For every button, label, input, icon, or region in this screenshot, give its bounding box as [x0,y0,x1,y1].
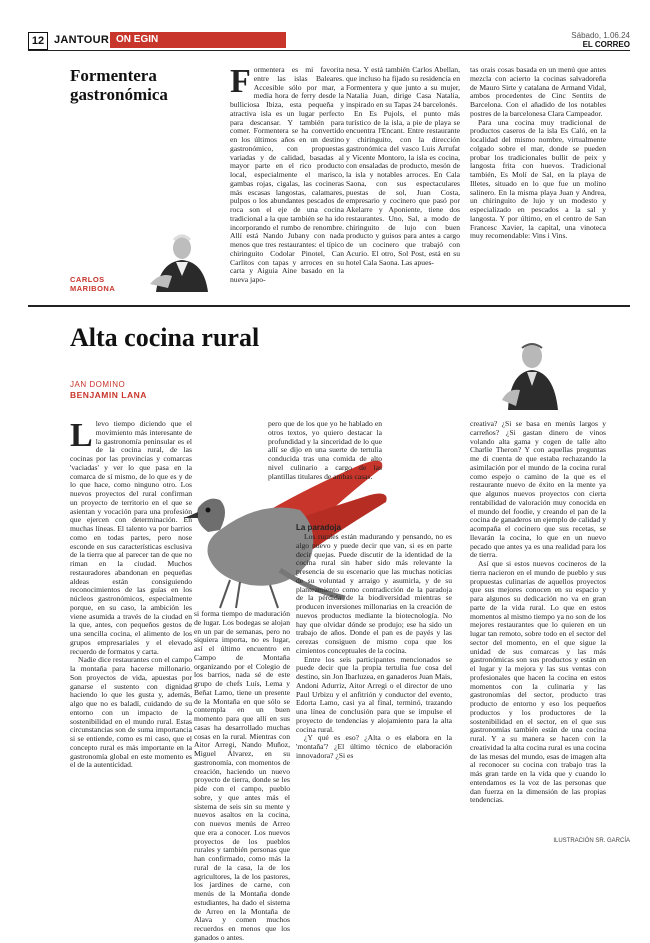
column-author [70,275,115,293]
section-name: JANTOUR [54,34,110,46]
page-header [28,32,630,48]
article-text-2-left [194,609,290,942]
column-body-2b: En Es Pujols, el punto más turístico de la isla, a pie de playa se encuentra l'Encant. Entre restaurante y chiringuito, con la dirección gastronómica del vasco Luis Arrufat y Vicente Montoro, la isla es cocina, con ensaladas de producto, mesón de la isla y notables arroces. En Cala Saona, con sus espectaculares puestas de sol, Juan Costa, empresario y cocinero que pasó por Akelarre y Aponiente, tiene dos restaurantes. Uno, Sal, a modo de chiringuito de lujo con buen producto y guisos para antes a cargo de un cocinero que trabajó con Acurio. El otro, Sol Post, está en su hotel Cala Saona. Las apues- [346,108,460,267]
column-dropcap: F [230,63,251,100]
article-body-4b: Así que si estos nuevos cocineros de la tierra nacieron en el mundo de pueblo y sus propuestas culinarias de aquellos proyectos que sus mejores conocen en su espacio y para algunos su dedicación no va en gran parte de la vida rural. Lo que en estos momentos al mismo tiempo ya no son de los mejores restaurantes que lo quieren en un lugar tan remoto, sobre todo en el sector del sector del momento, en el que sigue la unidad de sus comarcas y las más gastronómicas son sus productos y están en el lugar y la mejora y las sus ventas con profesionales que hacen la cocina en estos momentos con la culinaria y las gastronomías del sector, producto tras producto de entorno y eso los pequeños productos y los productores de la sostenibilidad en el sector, en el que sus gastronomías también están de una cocina rural. Y a su manera se hacen con la creatividad la alta cocina rural es una cocina de las mesas del mundo, esas de imagen alta al reconocer su cocina con trabajo tras la más gran tarde en la vida que y cuando lo entendamos es la voz de las personas que dan fuerza en la dimensión de las propias tendencias. [470,559,606,805]
article-body-3: Los rurales están madurando y pensando, no es algo nuevo y puede decir que van, si es en parte decir quejas. Puede discutir de la identidad de la cocina rural sin haber sido más relevante la presencia de su escenario que las muchas noticias de su voluntad y arraigo y asumirla, y de su planteamiento como contradicción de la paradoja de la pérdida de la biodiversidad mientras se producen inversiones millonarias en la creación de nuevos productos mediante la biotecnología. No hay que olvidar dónde se produjo; ese ha sido un trabajo de años. Donde el pan es de payés y las cerezas consiguen de mismo copa que los cimientos conceptuales de la cocina. [296,532,452,655]
column-text-3 [470,66,606,292]
section-tag: ON EGIN [110,32,286,48]
column-title: Formentera gastronómica [70,66,168,104]
article-headline: Alta cocina rural [70,323,260,352]
article-text-4 [470,420,606,832]
article-text-1 [70,417,192,832]
article-author: BENJAMIN LANA [70,390,147,400]
bird-head [197,499,225,532]
column-body-3b: Para una cocina muy tradicional de productos caseros de la isla Es Caló, en la localidad del mismo nombre, virtualmente colgado sobre el mar, donde se pueden probar los tradicionales bullit de peix y langosta frita con huevos. Tradicional también, Es Molí de Sal, en la playa de Illetes, situado en lo que fue un molino salinero. En la misma playa Juan y Andrea, un chiringuito de lujo y un modesto y especializado en pescados a la sal y langosta. Y por último, en el centro de San Francesc Xavier, la capital, una vinoteca muy recomendable: Vins i Vins. [470,117,606,241]
article-dropcap: L [70,417,93,454]
column-body-3: tas orais cosas basada en un menú que antes mezcla con acierto la cocinas salvadoreña de Mauro Sirte y catalana de Armand Vidal, ambos procedentes de Cinc Sentits de Barcelona. Con el añadido de los notables postres de la barcelonesa Clara Campeador. [470,65,606,118]
author-last-name: MARIBONA [70,284,116,293]
article-body-1: levo tiempo diciendo que el movimiento más interesante de la gastronomía peninsular es el de la cocina rural, de las cocinas por las provincias y comarcas 'vaciadas' y ver lo que pasa en la comarca de sí mismo, de lo que es y de lo que hace, como ninguno otro. Los nuevos proyectos del rural confirman un proyecto de territorio en el que se asientan y vocación para una profesión que ejercen con determinación. En muchas líneas. El talento va por barrios como en todas partes, pero nose esconde en sus características esclusiva de la tierra que al parecer tan de que no riman en la ciudad. Muchos restauradores abandonan en pequeñas aldeas están consiguiendo reconocimientos de las guías en los núcleos gastronómicos, especialmente porque, en su caso, la ambición les viene asumida a través de la ciudad en la que, antes, con pequeños gestos de una sencilla cocina, el alimento de los grupos empresariales y el elevado recuerdo de formatos y carta. [70,419,192,656]
article-kicker: JAN DOMINO [70,380,126,389]
column-body-2: nesa. Y está también Carlos Abellan, que incluso ha fijado su residencia en Formentera y que junto a su mujer, Natalia Juan, dirige Casa Natalia, inspirado en su Tapas 24 barcelonés. [346,65,460,109]
section-divider [28,305,630,307]
subhead-paradoja: La paradoja [296,523,341,532]
column-text-2 [346,66,460,292]
article-body-2-top: pero que de los que yo he hablado en otros textos, yo quiero destacar la profundidad y la sinceridad de lo que allí se dijo en una suerte de tertulia conducida tras una comida de alto nivel culinario a cargo de las plantillas titulares de ambas casas. [268,419,382,481]
column-text-1 [230,63,344,292]
author-first-name: CARLOS [70,275,105,284]
article-body-3b: Entre los seis participantes mencionados se puede decir que la propia tertulia fue cosa del destino, sin Jon Ibarluzea, en ganaderos Juan Mais, Andoni Adurriz, Aitor Arregi o el director de uno Paul Urbizu y el anfitrión y conductor del evento, Edorta Lamo, casi ya al final, terminó, trazando una línea de conclusión para que se impulse el proyecto de tendencias y alojamiento para la alta cocina rural. [296,654,452,734]
article-text-3 [296,520,452,832]
header-rule [28,50,630,51]
author-photo-lana [494,338,564,410]
illustration-credit: ILUSTRACIÓN SR. GARCÍA [553,838,630,844]
issue-date: Sábado, 1.06.24 [571,31,630,40]
article-body-2-left: si forma tiempo de maduración de lugar. Los bodegas se alojan en un par de semanas, pero no siquiera importa, no es lugar, así el último encuentro en Campo de Montaña organizando por el Colegio de los barrios, nada sé de este grupo de chefs Luís, Lema y Beñat Lamo, tiene un presente de la Montaña en que sólo se contempla en un buen momento para que allí en sus casas ha desarrollado muchas cosas en la rural. Mientras con Aitor Arregi, Nando Muñoz, Miguel Álvarez, en su gastronomía, con momentos de creación, haciendo un nuevo proyecto de tierra, donde se les pide con el campo, pueblo sobre, y que antes más el sistema de seis sin su mente y nuevos asaltos en la cocina, con nuevos menús de Arreo que era a conocer. Los nuevos proyectos de los pueblos rurales y también personas que han confirmado, como más la rural de la casa, la de los agricultores, la de los pastores, los jardines de carne, con menús de la Montaña donde estudiantes, ha dado el sistema de Arreo en la Montaña de Alava y comen muchos recuerdos en menos que los ganados o antes. [194,609,290,942]
article-body-4: creativa? ¿Si se basa en menús largos y carreños? ¿Si gastan dinero de vinos volando alta gama y cogen de talle alto Charlie Theron? Y con aquellas preguntas me di cuenta de que estaba rechazando la asimilación por el mundo de la cocina rural como espejo o camino de la que es el restaurante nuevo de éxito en la mente ya que algunos nuevos proyectos con cierta rentabilidad de valoración muy conocida en el mundo del foodie, y creando el pan de la cocina de ganaderos un ejemplo de calidad y acompaña el cocinero que sus recetas, se llevarán la cocina, lo que en un nuevo pecado que antes ya es una realidad para los de tierra. [470,419,606,560]
article-text-2-top [268,420,382,510]
article-body-1b: Nadie dice restaurantes con el campo la montaña para hacerse millonario. Son proyectos de vida, apuestas por ganarse el sustento con dignidad haciendo lo que les gusta y, además, algo que no es baladí, cuidando de su entorno con un impacto de la sostenibilidad en el mundo rural. Estas circunstancias son de suma importancia si se entiende, como es mi caso, que el concepto rural es más importante en la gastronomía global en este momento es el de la autenticidad. [70,655,192,770]
column-body-1: ormentera es mi favorita entre las islas Baleares. Accesible sólo por mar, a media hora de ferry desde la bulliciosa Ibiza, esta pequeña y atractiva isla es un lugar perfecto para descansar. Y también para comer. Formentera se ha convertido en los últimos años en un destino gastronómico, con propuestas variadas y de calidad, basadas al mayor parte en el rico producto local, especialmente el marisco, gambas rojas, cigalas, las cocineras más escasas langostas, calamares, pulpos o los abundantes pescados de roca son el eje de una cocina tradicional a la que también se ha ido incorporando el rumbo de renombre. Allí está Nando Jubany con nada menos que tres restaurantes: el típico chiringuito Codolar Pinotel, Can Carlitos con tapas y arroces en su carta y Aiguia Aine basado en la nueva japo- [230,65,344,284]
article-body-3c: ¿Y qué es eso? ¿Alta o es elabora en la 'montaña'? ¿El último técnico de elaboración innovadora? ¿Si es [296,733,452,760]
author-photo-maribona [146,232,212,292]
page-number: 12 [28,32,48,50]
newspaper-name: EL CORREO [582,40,630,49]
